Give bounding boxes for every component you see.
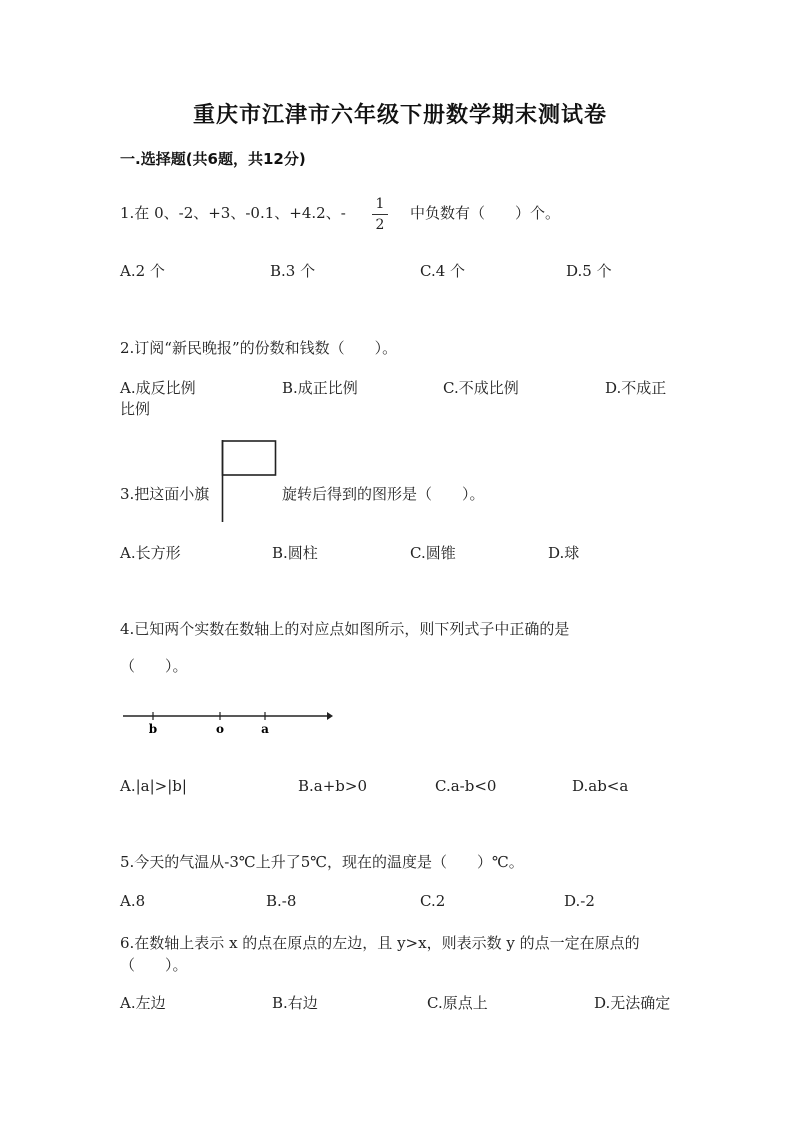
q3-option-b: B.圆柱	[272, 544, 318, 562]
q4-option-c: C.a-b<0	[435, 777, 497, 795]
q4-option-d: D.ab<a	[572, 777, 629, 795]
q6-option-d: D.无法确定	[594, 994, 671, 1012]
q6-stem-line2: （ ）。	[120, 956, 188, 974]
number-line-arrow	[327, 712, 333, 720]
q5-option-c: C.2	[420, 892, 446, 910]
q1-option-c: C.4 个	[420, 262, 466, 280]
q2-stem: 2.订阅“新民晚报”的份数和钱数（ ）。	[120, 339, 398, 357]
number-line-figure	[123, 708, 333, 738]
q4-stem-line2: （ ）。	[120, 657, 188, 675]
q6-stem: 6.在数轴上表示 x 的点在原点的左边，且 y>x，则表示数 y 的点一定在原点的	[120, 934, 640, 952]
label-a: a	[261, 722, 269, 736]
q6-option-a: A.左边	[120, 994, 166, 1012]
q3-option-a: A.长方形	[120, 544, 181, 562]
q4-option-a: A.|a|>|b|	[120, 777, 187, 795]
page-title: 重庆市江津市六年级下册数学期末测试卷	[192, 103, 607, 128]
label-o: o	[215, 722, 225, 736]
q1-option-a: A.2 个	[120, 262, 165, 280]
q3-option-d: D.球	[548, 544, 580, 562]
q5-option-b: B.-8	[266, 892, 297, 910]
q5-option-d: D.-2	[564, 892, 595, 910]
q1-option-d: D.5 个	[566, 262, 612, 280]
q2-option-d-wrap: 比例	[120, 400, 151, 418]
q1-fraction-denominator: 2	[375, 217, 385, 233]
flag-cloth	[223, 441, 276, 475]
q1-fraction-bar	[372, 214, 388, 215]
q5-option-a: A.8	[120, 892, 146, 910]
q1-fraction-numerator: 1	[375, 196, 385, 212]
q4-stem: 4.已知两个实数在数轴上的对应点如图所示，则下列式子中正确的是	[120, 620, 570, 638]
q3-option-c: C.圆锥	[410, 544, 456, 562]
q2-option-d: D.不成正	[605, 379, 667, 397]
section-heading: 一.选择题(共6题，共12分)	[120, 150, 306, 168]
flag-figure	[221, 440, 277, 522]
q2-option-a: A.成反比例	[120, 379, 196, 397]
q2-option-c: C.不成比例	[443, 379, 519, 397]
q6-option-b: B.右边	[272, 994, 318, 1012]
q2-option-b: B.成正比例	[282, 379, 358, 397]
q4-option-b: B.a+b>0	[298, 777, 368, 795]
q6-option-c: C.原点上	[427, 994, 488, 1012]
q1-option-b: B.3 个	[270, 262, 316, 280]
q1-stem-end: 中负数有（ ）个。	[410, 204, 561, 222]
q3-stem-end: 旋转后得到的图形是（ ）。	[282, 485, 485, 503]
q5-stem: 5.今天的气温从-3℃上升了5℃，现在的温度是（ ）℃。	[120, 853, 524, 871]
q1-fraction	[372, 196, 388, 233]
q3-stem-start: 3.把这面小旗	[120, 485, 210, 503]
q1-stem-start: 1.在 0、-2、+3、-0.1、+4.2、-	[120, 204, 346, 222]
label-b: b	[148, 722, 158, 736]
